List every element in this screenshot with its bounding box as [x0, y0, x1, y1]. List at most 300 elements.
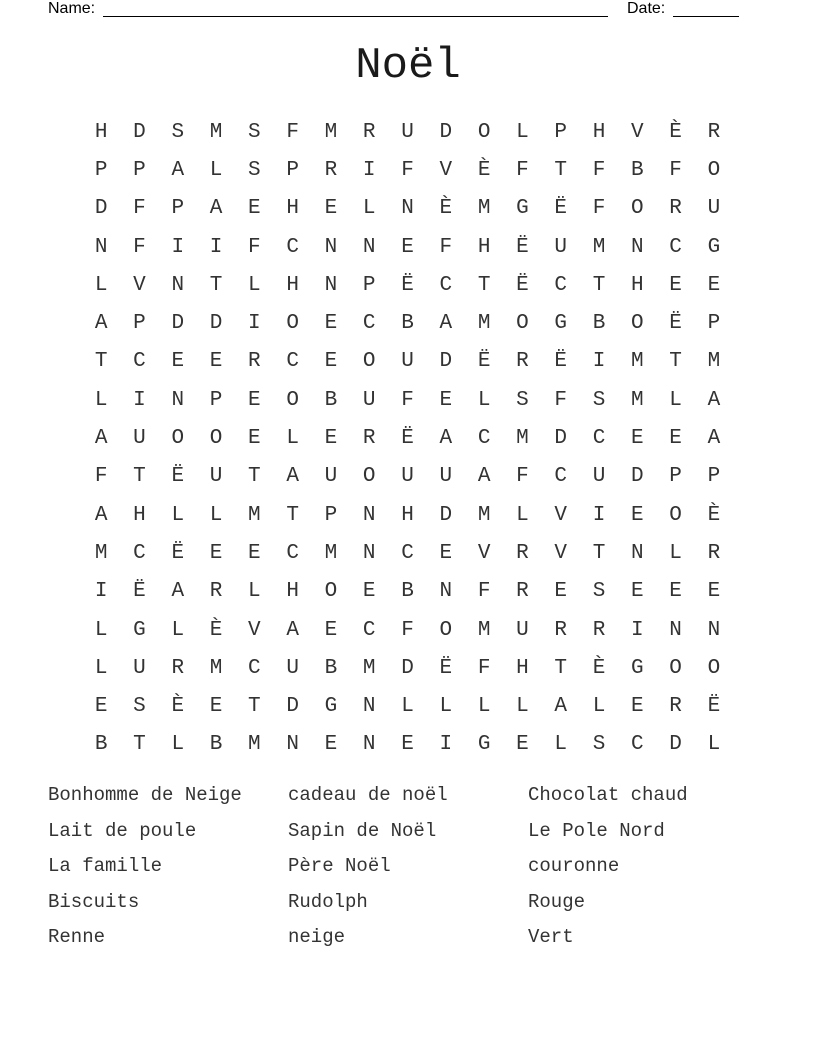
grid-letter: B — [94, 733, 108, 757]
grid-letter: M — [362, 656, 376, 680]
grid-letter: E — [324, 427, 338, 451]
grid-letter: C — [592, 427, 606, 451]
grid-letter: A — [707, 388, 721, 412]
grid-letter: O — [171, 427, 185, 451]
grid-letter: E — [248, 388, 261, 412]
grid-letter: L — [94, 388, 108, 412]
grid-letter: A — [171, 580, 185, 604]
grid-letter: M — [248, 733, 261, 757]
grid-letter: R — [362, 120, 376, 144]
grid-letter: S — [516, 388, 529, 412]
grid-letter: R — [209, 580, 223, 604]
grid-letter: R — [248, 350, 261, 374]
word-list-item: Rudolph — [288, 890, 368, 913]
grid-letter: T — [554, 158, 568, 182]
grid-letter: E — [669, 427, 682, 451]
grid-letter: U — [592, 465, 606, 489]
grid-letter: È — [477, 158, 491, 182]
grid-letter: M — [477, 312, 491, 336]
page-title: Noël — [355, 41, 461, 91]
grid-letter: C — [439, 273, 453, 297]
grid-letter: O — [439, 618, 453, 642]
grid-letter: Ë — [133, 580, 146, 604]
grid-letter: N — [324, 273, 338, 297]
grid-letter: R — [516, 580, 529, 604]
grid-letter: N — [362, 503, 376, 527]
grid-letter: F — [286, 120, 299, 144]
grid-letter: C — [362, 618, 376, 642]
grid-letter: L — [669, 541, 682, 565]
grid-letter: V — [631, 120, 644, 144]
grid-letter: L — [592, 695, 606, 719]
grid-letter: A — [477, 465, 491, 489]
grid-row — [82, 343, 733, 381]
grid-letter: E — [631, 503, 644, 527]
grid-letter: L — [477, 695, 491, 719]
grid-letter: L — [94, 656, 108, 680]
grid-letter: P — [707, 465, 721, 489]
grid-letter: L — [209, 503, 223, 527]
grid-letter: T — [286, 503, 299, 527]
grid-letter: P — [707, 312, 721, 336]
grid-letter: N — [631, 541, 644, 565]
grid-letter: D — [286, 695, 299, 719]
word-list-item: Bonhomme de Neige — [48, 784, 242, 806]
grid-letter: M — [516, 427, 529, 451]
grid-letter: U — [286, 656, 299, 680]
grid-letter: O — [477, 120, 491, 144]
grid-letter: Ë — [516, 235, 529, 259]
grid-letter: L — [171, 503, 185, 527]
grid-row — [82, 496, 733, 534]
grid-letter: N — [171, 273, 185, 297]
grid-row — [82, 113, 733, 151]
grid-letter: R — [362, 427, 376, 451]
grid-letter: U — [324, 465, 338, 489]
grid-letter: S — [592, 733, 606, 757]
grid-letter: E — [707, 580, 721, 604]
grid-letter: F — [401, 388, 414, 412]
grid-letter: C — [248, 656, 261, 680]
grid-letter: H — [286, 273, 299, 297]
grid-letter: R — [707, 541, 721, 565]
grid-letter: Ë — [707, 695, 721, 719]
grid-letter: R — [554, 618, 568, 642]
grid-letter: U — [554, 235, 568, 259]
word-list-item: Lait de poule — [48, 819, 197, 842]
grid-letter: E — [401, 733, 414, 757]
grid-letter: P — [669, 465, 682, 489]
grid-letter: M — [248, 503, 261, 527]
grid-letter: E — [324, 197, 338, 221]
grid-letter: N — [401, 197, 414, 221]
grid-letter: B — [592, 312, 606, 336]
grid-letter: G — [631, 656, 644, 680]
grid-letter: B — [401, 580, 414, 604]
grid-letter: S — [171, 120, 185, 144]
grid-letter: E — [516, 733, 529, 757]
grid-letter: Ë — [401, 273, 414, 297]
grid-letter: M — [94, 541, 108, 565]
grid-letter: E — [248, 197, 261, 221]
grid-letter: C — [133, 541, 146, 565]
grid-letter: V — [248, 618, 261, 642]
grid-row — [82, 573, 733, 611]
grid-letter: P — [554, 120, 568, 144]
grid-letter: E — [631, 427, 644, 451]
grid-letter: E — [631, 695, 644, 719]
grid-letter: D — [669, 733, 682, 757]
grid-letter: Ë — [439, 656, 453, 680]
grid-letter: E — [324, 312, 338, 336]
grid-letter: T — [554, 656, 568, 680]
grid-letter: L — [439, 695, 453, 719]
grid-letter: F — [669, 158, 682, 182]
grid-letter: N — [286, 733, 299, 757]
grid-letter: R — [592, 618, 606, 642]
grid-letter: L — [554, 733, 568, 757]
grid-letter: I — [133, 388, 146, 412]
grid-letter: C — [477, 427, 491, 451]
grid-letter: E — [324, 733, 338, 757]
grid-letter: B — [401, 312, 414, 336]
grid-letter: E — [669, 580, 682, 604]
grid-letter: N — [324, 235, 338, 259]
grid-letter: H — [286, 580, 299, 604]
grid-letter: M — [477, 503, 491, 527]
grid-letter: M — [631, 388, 644, 412]
grid-letter: L — [171, 733, 185, 757]
grid-letter: I — [592, 350, 606, 374]
grid-letter: È — [209, 618, 223, 642]
grid-letter: F — [477, 656, 491, 680]
grid-letter: O — [362, 350, 376, 374]
grid-letter: U — [439, 465, 453, 489]
grid-letter: P — [133, 312, 146, 336]
grid-letter: L — [248, 273, 261, 297]
grid-letter: U — [707, 197, 721, 221]
word-list-item: La famille — [48, 855, 163, 877]
word-list-item: Rouge — [528, 890, 586, 913]
grid-letter: C — [286, 350, 299, 374]
grid-letter: L — [401, 695, 414, 719]
grid-letter: E — [324, 618, 338, 642]
grid-letter: O — [669, 503, 682, 527]
grid-letter: H — [477, 235, 491, 259]
grid-letter: C — [133, 350, 146, 374]
grid-letter: T — [94, 350, 108, 374]
grid-letter: A — [94, 503, 108, 527]
word-list-item: Père Noël — [288, 855, 391, 877]
grid-letter: L — [707, 733, 721, 757]
grid-letter: L — [94, 618, 108, 642]
word-list-item: Renne — [48, 926, 106, 948]
grid-letter: I — [171, 235, 185, 259]
grid-letter: E — [401, 235, 414, 259]
grid-letter: E — [248, 427, 261, 451]
grid-letter: M — [707, 350, 721, 374]
grid-letter: A — [171, 158, 185, 182]
grid-letter: D — [439, 120, 453, 144]
grid-row — [82, 687, 733, 725]
grid-letter: O — [324, 580, 338, 604]
grid-letter: È — [171, 695, 185, 719]
grid-letter: T — [133, 465, 146, 489]
grid-letter: V — [554, 503, 568, 527]
grid-letter: V — [439, 158, 453, 182]
grid-letter: P — [209, 388, 223, 412]
grid-letter: E — [171, 350, 185, 374]
grid-letter: C — [286, 541, 299, 565]
grid-letter: T — [209, 273, 223, 297]
grid-letter: U — [516, 618, 529, 642]
grid-letter: S — [592, 388, 606, 412]
grid-letter: T — [248, 465, 261, 489]
grid-letter: N — [707, 618, 721, 642]
grid-letter: U — [209, 465, 223, 489]
grid-letter: M — [631, 350, 644, 374]
grid-letter: T — [133, 733, 146, 757]
grid-letter: R — [669, 197, 682, 221]
grid-letter: O — [631, 312, 644, 336]
grid-letter: Ë — [401, 427, 414, 451]
grid-row — [82, 726, 733, 764]
grid-letter: L — [94, 273, 108, 297]
grid-letter: O — [669, 656, 682, 680]
grid-letter: E — [439, 388, 453, 412]
grid-letter: R — [516, 350, 529, 374]
grid-row — [82, 381, 733, 419]
grid-letter: D — [439, 350, 453, 374]
grid-letter: È — [707, 503, 721, 527]
grid-letter: U — [133, 656, 146, 680]
grid-letter: R — [669, 695, 682, 719]
grid-letter: A — [439, 427, 453, 451]
grid-letter: C — [669, 235, 682, 259]
grid-letter: H — [133, 503, 146, 527]
grid-letter: F — [439, 235, 453, 259]
grid-letter: E — [439, 541, 453, 565]
grid-letter: O — [516, 312, 529, 336]
grid-letter: I — [439, 733, 453, 757]
grid-letter: F — [516, 465, 529, 489]
grid-letter: F — [592, 197, 606, 221]
grid-letter: N — [631, 235, 644, 259]
grid-letter: N — [362, 541, 376, 565]
grid-letter: A — [94, 427, 108, 451]
grid-letter: Ë — [669, 312, 682, 336]
grid-letter: I — [248, 312, 261, 336]
grid-letter: C — [631, 733, 644, 757]
grid-letter: L — [477, 388, 491, 412]
grid-letter: O — [631, 197, 644, 221]
grid-letter: E — [209, 350, 223, 374]
grid-letter: E — [554, 580, 568, 604]
grid-letter: L — [516, 695, 529, 719]
grid-letter: C — [401, 541, 414, 565]
grid-letter: O — [286, 388, 299, 412]
grid-letter: G — [477, 733, 491, 757]
grid-letter: S — [133, 695, 146, 719]
grid-letter: M — [324, 120, 338, 144]
grid-letter: L — [209, 158, 223, 182]
grid-letter: A — [94, 312, 108, 336]
grid-letter: A — [286, 618, 299, 642]
grid-letter: F — [592, 158, 606, 182]
grid-letter: D — [439, 503, 453, 527]
grid-letter: F — [133, 197, 146, 221]
grid-letter: O — [707, 656, 721, 680]
grid-letter: U — [401, 350, 414, 374]
date-blank-line[interactable] — [673, 16, 739, 17]
grid-letter: T — [477, 273, 491, 297]
grid-letter: Ë — [554, 350, 568, 374]
grid-row — [82, 534, 733, 572]
grid-letter: D — [171, 312, 185, 336]
grid-letter: H — [94, 120, 108, 144]
grid-letter: È — [669, 120, 682, 144]
grid-letter: O — [707, 158, 721, 182]
grid-letter: G — [516, 197, 529, 221]
grid-letter: N — [362, 695, 376, 719]
grid-letter: D — [631, 465, 644, 489]
word-list-item: Chocolat chaud — [528, 784, 688, 806]
grid-letter: F — [554, 388, 568, 412]
grid-letter: I — [362, 158, 376, 182]
grid-letter: M — [592, 235, 606, 259]
grid-letter: N — [94, 235, 108, 259]
grid-letter: È — [439, 197, 453, 221]
grid-letter: R — [324, 158, 338, 182]
grid-letter: D — [133, 120, 146, 144]
grid-letter: A — [286, 465, 299, 489]
grid-letter: F — [477, 580, 491, 604]
word-list-item: Vert — [528, 926, 574, 948]
grid-letter: H — [286, 197, 299, 221]
grid-letter: N — [669, 618, 682, 642]
grid-letter: T — [669, 350, 682, 374]
grid-letter: C — [554, 273, 568, 297]
grid-letter: D — [401, 656, 414, 680]
grid-letter: Ë — [554, 197, 568, 221]
worksheet-header — [0, 0, 816, 24]
word-list — [48, 778, 768, 956]
grid-letter: T — [592, 541, 606, 565]
grid-letter: Ë — [516, 273, 529, 297]
grid-letter: A — [707, 427, 721, 451]
grid-letter: A — [209, 197, 223, 221]
grid-letter: L — [516, 503, 529, 527]
grid-letter: F — [401, 618, 414, 642]
grid-letter: M — [477, 618, 491, 642]
grid-letter: O — [286, 312, 299, 336]
grid-letter: V — [477, 541, 491, 565]
grid-letter: L — [362, 197, 376, 221]
grid-letter: M — [477, 197, 491, 221]
grid-letter: L — [516, 120, 529, 144]
grid-letter: H — [516, 656, 529, 680]
grid-letter: F — [133, 235, 146, 259]
grid-letter: G — [707, 235, 721, 259]
grid-row — [82, 458, 733, 496]
grid-letter: F — [248, 235, 261, 259]
grid-letter: U — [401, 465, 414, 489]
word-list-item: Le Pole Nord — [528, 819, 665, 842]
grid-letter: F — [401, 158, 414, 182]
word-list-item: Sapin de Noël — [288, 819, 437, 842]
grid-letter: V — [133, 273, 146, 297]
grid-letter: I — [631, 618, 644, 642]
grid-letter: D — [554, 427, 568, 451]
word-list-item: neige — [288, 926, 346, 948]
grid-letter: A — [439, 312, 453, 336]
grid-letter: L — [248, 580, 261, 604]
grid-letter: N — [362, 235, 376, 259]
grid-letter: D — [94, 197, 108, 221]
grid-letter: E — [209, 695, 223, 719]
grid-letter: M — [209, 120, 223, 144]
grid-letter: U — [401, 120, 414, 144]
grid-letter: U — [362, 388, 376, 412]
grid-letter: V — [554, 541, 568, 565]
grid-letter: B — [324, 388, 338, 412]
date-label: Date: — [627, 0, 666, 17]
grid-letter: N — [362, 733, 376, 757]
grid-letter: Ë — [477, 350, 491, 374]
grid-letter: F — [94, 465, 108, 489]
grid-letter: E — [707, 273, 721, 297]
grid-letter: I — [592, 503, 606, 527]
grid-letter: B — [324, 656, 338, 680]
grid-letter: G — [133, 618, 146, 642]
word-list-item: couronne — [528, 855, 620, 877]
grid-letter: S — [248, 158, 261, 182]
grid-letter: N — [439, 580, 453, 604]
grid-letter: L — [669, 388, 682, 412]
grid-letter: P — [171, 197, 185, 221]
grid-letter: U — [133, 427, 146, 451]
grid-row — [82, 151, 733, 189]
grid-letter: E — [94, 695, 108, 719]
grid-letter: A — [554, 695, 568, 719]
grid-letter: I — [94, 580, 108, 604]
grid-row — [82, 419, 733, 457]
grid-letter: L — [286, 427, 299, 451]
word-list-item: cadeau de noël — [288, 784, 448, 806]
grid-letter: R — [707, 120, 721, 144]
grid-letter: P — [324, 503, 338, 527]
grid-letter: D — [209, 312, 223, 336]
grid-letter: P — [94, 158, 108, 182]
grid-letter: E — [362, 580, 376, 604]
grid-letter: L — [171, 618, 185, 642]
grid-letter: E — [209, 541, 223, 565]
grid-letter: E — [669, 273, 682, 297]
grid-letter: E — [248, 541, 261, 565]
grid-letter: T — [248, 695, 261, 719]
grid-letter: R — [516, 541, 529, 565]
grid-letter: P — [362, 273, 376, 297]
grid-letter: N — [171, 388, 185, 412]
name-label: Name: — [48, 0, 96, 17]
grid-row — [82, 190, 733, 228]
grid-letter: H — [592, 120, 606, 144]
grid-letter: S — [248, 120, 261, 144]
grid-letter: O — [362, 465, 376, 489]
grid-letter: G — [324, 695, 338, 719]
name-blank-line[interactable] — [103, 16, 608, 17]
grid-letter: C — [286, 235, 299, 259]
